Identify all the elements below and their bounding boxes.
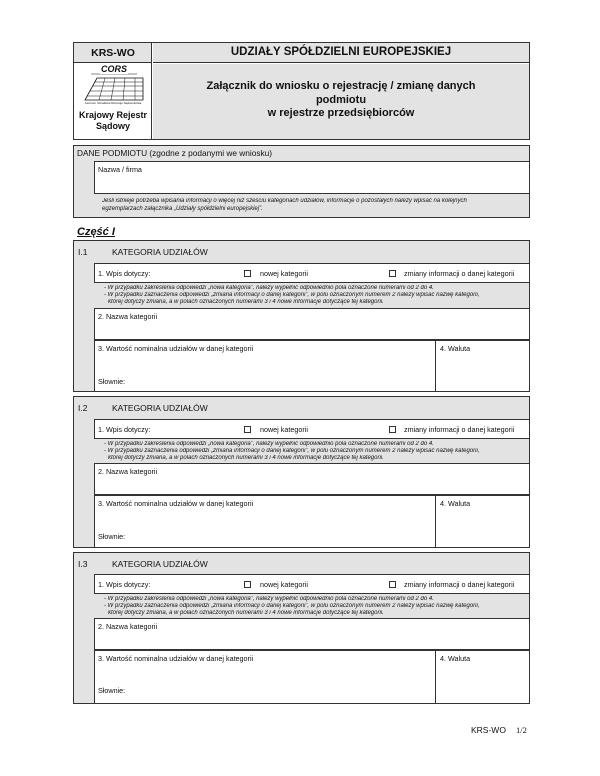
- section-i3-value-label: 3. Wartość nominalna udziałów w danej kategorii: [98, 654, 254, 663]
- logo-text: CORS: [101, 64, 128, 74]
- registry-name-line2: Sądowy: [95, 121, 130, 131]
- section-i3-note2: - W przypadku zaznaczenia odpowiedzi „zmiana informacji o danej kategorii”, w polu oznaczonym numerem 2 należy wpisać nazwę kategorii,: [104, 603, 480, 609]
- section-i2-number: I.2: [78, 403, 88, 413]
- section-i1-change-checkbox[interactable]: [389, 270, 396, 277]
- form-subtitle-line1: Załącznik do wniosku o rejestrację / zmianę danych: [206, 80, 476, 92]
- section-i2-new-checkbox[interactable]: [244, 426, 251, 433]
- form-subtitle-line2: podmiotu: [315, 94, 367, 106]
- section-i1-note3: której dotyczy zmiana, a w polach oznaczonych numerami 3 i 4 nowe informacje dotyczące tej kategorii.: [108, 299, 384, 305]
- section-i2-new-label: nowej kategorii: [260, 425, 308, 434]
- section-i3-words-label: Słownie:: [98, 686, 126, 695]
- section-i2-note3: której dotyczy zmiana, a w polach oznaczonych numerami 3 i 4 nowe informacje dotyczące tej kategorii.: [108, 455, 384, 461]
- section-i1-value-label: 3. Wartość nominalna udziałów w danej kategorii: [98, 344, 254, 353]
- section-i1-currency-label: 4. Waluta: [440, 344, 471, 353]
- section-i3-title: KATEGORIA UDZIAŁÓW: [112, 559, 208, 569]
- section-i3-name-label: 2. Nazwa kategorii: [98, 622, 158, 631]
- section-i1-note2: - W przypadku zaznaczenia odpowiedzi „zmiana informacji o danej kategorii”, w polu oznaczonym numerem 2 należy wpisać nazwę kategorii,: [104, 292, 480, 298]
- footer-page-number: 1/2: [516, 725, 527, 735]
- part-title: Część I: [77, 226, 115, 238]
- section-i2-currency-label: 4. Waluta: [440, 499, 471, 508]
- section-i1-name-label: 2. Nazwa kategorii: [98, 312, 158, 321]
- section-i3-note3: której dotyczy zmiana, a w polach oznaczonych numerami 3 i 4 nowe informacje dotyczące tej kategorii.: [108, 610, 384, 616]
- section-i1-number: I.1: [78, 247, 88, 257]
- section-i2-change-checkbox[interactable]: [389, 426, 396, 433]
- section-i3-new-label: nowej kategorii: [260, 580, 308, 589]
- form-title: UDZIAŁY SPÓŁDZIELNI EUROPEJSKIEJ: [230, 46, 452, 58]
- section-i1-words-label: Słownie:: [98, 377, 126, 386]
- section-i2-entry-label: 1. Wpis dotyczy:: [98, 425, 151, 434]
- entity-name-label: Nazwa / firma: [98, 165, 142, 174]
- section-i2-value-label: 3. Wartość nominalna udziałów w danej kategorii: [98, 499, 254, 508]
- section-i1-name-field[interactable]: [94, 308, 530, 340]
- section-i2-note1: - W przypadku zakreślenia odpowiedzi „nowa kategoria”, należy wypełnić odpowiednio pola oznaczone numerami od 2 do 4.: [104, 441, 434, 447]
- section-i2-words-label: Słownie:: [98, 532, 126, 541]
- subject-note-line2: egzemplarzach załącznika „Udziały spółdzielni europejskiej”.: [102, 206, 263, 212]
- section-i3-entry-label: 1. Wpis dotyczy:: [98, 580, 151, 589]
- section-i3-change-checkbox[interactable]: [389, 581, 396, 588]
- section-i2-name-label: 2. Nazwa kategorii: [98, 467, 158, 476]
- form-code: KRS-WO: [91, 47, 135, 59]
- subject-title: DANE PODMIOTU (zgodne z podanymi we wniosku): [77, 148, 273, 158]
- section-i3-currency-label: 4. Waluta: [440, 654, 471, 663]
- section-i3-new-checkbox[interactable]: [244, 581, 251, 588]
- section-i3-note1: - W przypadku zakreślenia odpowiedzi „nowa kategoria”, należy wypełnić odpowiednio pola oznaczone numerami od 2 do 4.: [104, 596, 434, 602]
- section-i3-number: I.3: [78, 559, 88, 569]
- section-i3-change-label: zmiany informacji o danej kategorii: [404, 580, 515, 589]
- section-i1-change-label: zmiany informacji o danej kategorii: [404, 269, 515, 278]
- form-subtitle-line3: w rejestrze przedsiębiorców: [267, 107, 415, 119]
- section-i2-title: KATEGORIA UDZIAŁÓW: [112, 403, 208, 413]
- section-i1-new-label: nowej kategorii: [260, 269, 308, 278]
- footer-form-code: KRS-WO: [471, 725, 506, 735]
- section-i2-name-field[interactable]: [94, 463, 530, 495]
- subject-note-line1: Jeśli istnieje potrzeba wpisania informacji o więcej niż sześciu kategoriach udziałów, informacje o pozostałych należy wpisać na kolejnych: [102, 198, 467, 204]
- section-i2-change-label: zmiany informacji o danej kategorii: [404, 425, 515, 434]
- registry-name-line1: Krajowy Rejestr: [78, 110, 148, 120]
- entity-name-field[interactable]: [94, 161, 530, 194]
- section-i2-note2: - W przypadku zaznaczenia odpowiedzi „zmiana informacji o danej kategorii”, w polu oznaczonym numerem 2 należy wpisać nazwę kategorii,: [104, 448, 480, 454]
- section-i3-name-field[interactable]: [94, 618, 530, 650]
- logo-caption: Centrum Ośrodków Rozwoju Sądownictwa: [84, 101, 142, 105]
- section-i1-title: KATEGORIA UDZIAŁÓW: [112, 247, 208, 257]
- section-i1-note1: - W przypadku zakreślenia odpowiedzi „nowa kategoria”, należy wypełnić odpowiednio pola oznaczone numerami od 2 do 4.: [104, 285, 434, 291]
- section-i1-new-checkbox[interactable]: [244, 270, 251, 277]
- section-i1-entry-label: 1. Wpis dotyczy:: [98, 269, 151, 278]
